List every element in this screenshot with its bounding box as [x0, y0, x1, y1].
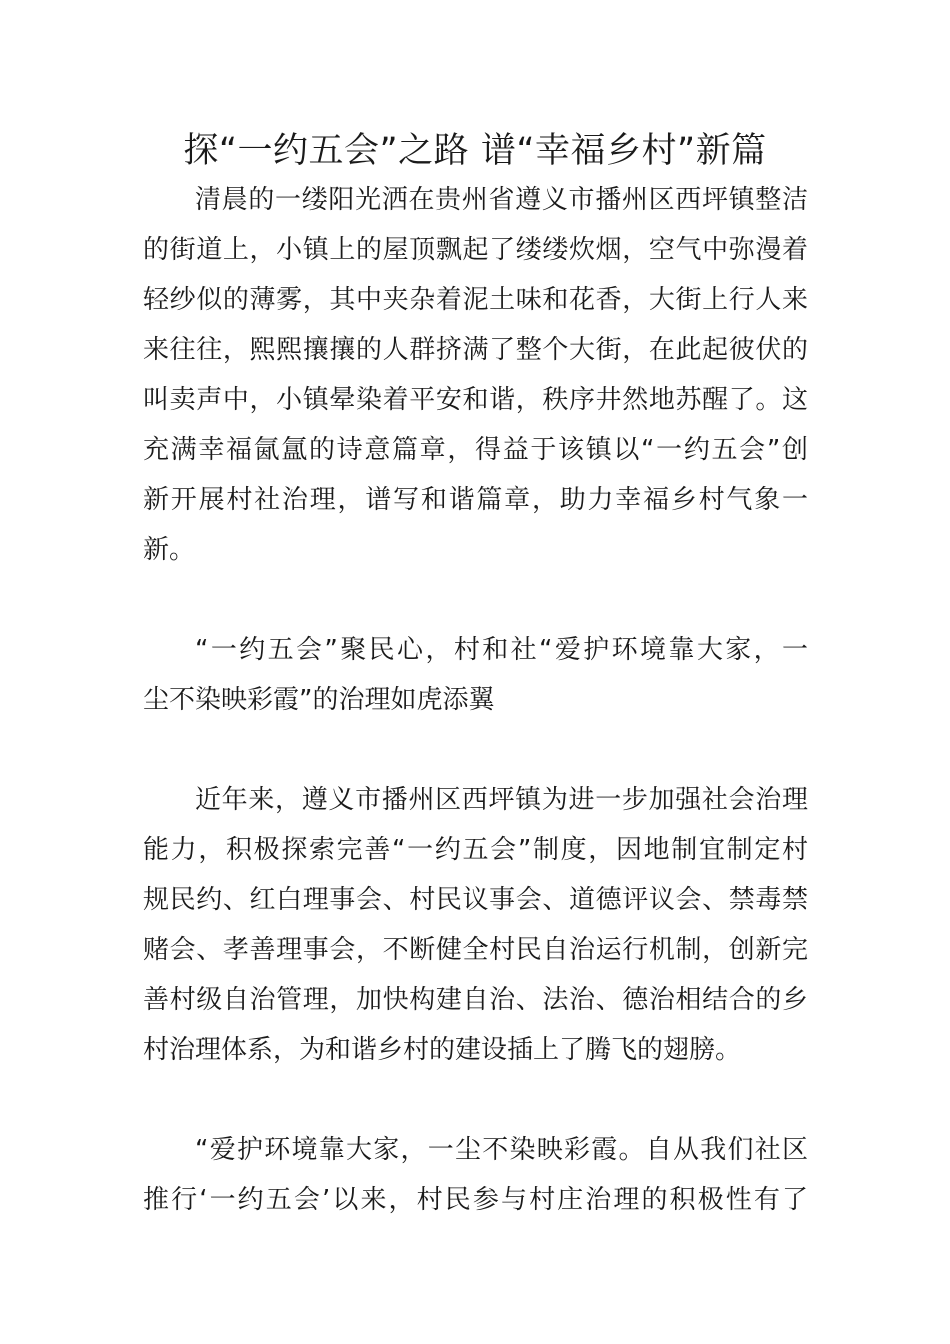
paragraph-line: 善村级自治管理，加快构建自治、法治、德治相结合的乡	[143, 985, 808, 1015]
paragraph-line: “一约五会”聚民心，村和社“爱护环境靠大家，一	[195, 635, 808, 665]
paragraph-line: 新。	[143, 535, 196, 565]
paragraph-line: 充满幸福氤氲的诗意篇章，得益于该镇以“一约五会”创	[143, 435, 808, 465]
document-title: 探“一约五会”之路 谱“幸福乡村”新篇	[183, 131, 767, 171]
paragraph-line: 轻纱似的薄雾，其中夹杂着泥土味和花香，大街上行人来	[143, 285, 808, 315]
paragraph-line: 赌会、孝善理事会，不断健全村民自治运行机制，创新完	[143, 935, 808, 965]
paragraph-line: 尘不染映彩霞”的治理如虎添翼	[143, 685, 495, 715]
paragraph-line: 能力，积极探索完善“一约五会”制度，因地制宜制定村	[143, 835, 808, 865]
paragraph-line: 清晨的一缕阳光洒在贵州省遵义市播州区西坪镇整洁	[195, 185, 808, 215]
paragraph-line: 近年来，遵义市播州区西坪镇为进一步加强社会治理	[195, 785, 808, 815]
paragraph-line: “爱护环境靠大家，一尘不染映彩霞。自从我们社区	[195, 1135, 808, 1165]
paragraph-line: 的街道上，小镇上的屋顶飘起了缕缕炊烟，空气中弥漫着	[143, 235, 808, 265]
paragraph-line: 规民约、红白理事会、村民议事会、道德评议会、禁毒禁	[143, 885, 808, 915]
paragraph-line: 新开展村社治理，谱写和谐篇章，助力幸福乡村气象一	[143, 485, 808, 515]
paragraph-line: 推行‘一约五会’以来，村民参与村庄治理的积极性有了	[143, 1185, 808, 1215]
paragraph-line: 叫卖声中，小镇晕染着平安和谐，秩序井然地苏醒了。这	[143, 385, 808, 415]
paragraph-line: 来往往，熙熙攘攘的人群挤满了整个大街，在此起彼伏的	[143, 335, 808, 365]
paragraph-line: 村治理体系，为和谐乡村的建设插上了腾飞的翅膀。	[143, 1035, 742, 1065]
